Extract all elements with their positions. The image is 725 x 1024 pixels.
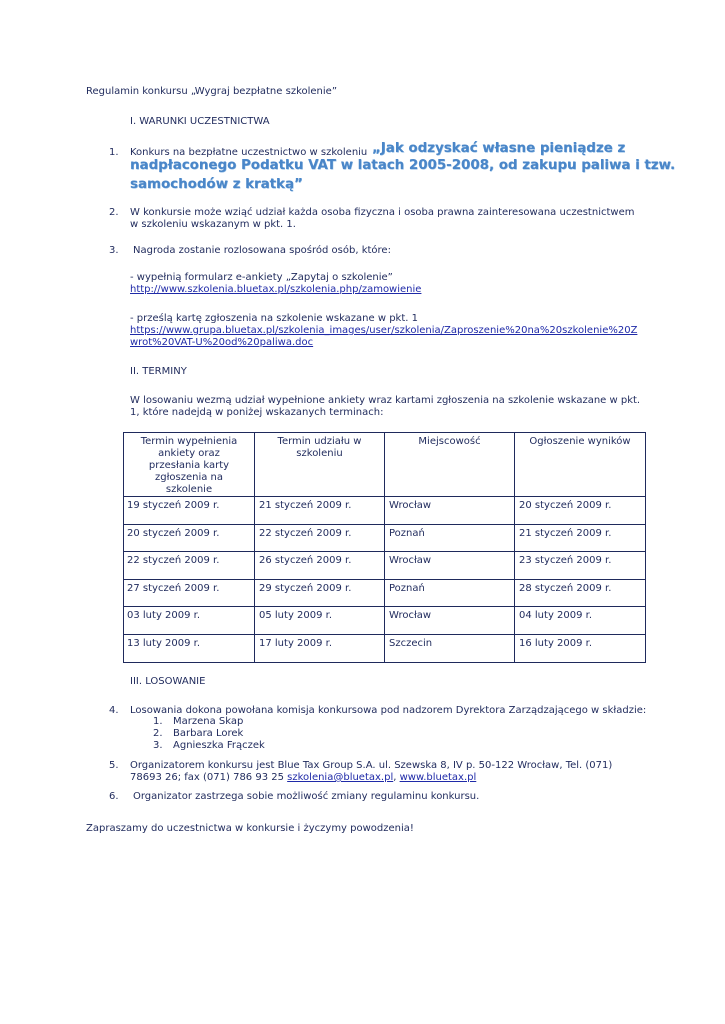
item1-title-line: „Jak odzyskać własne pieniądze z (372, 141, 626, 156)
organizer-text: Organizatorem konkursu jest Blue Tax Group S.A. ul. Szewska 8, IV p. 50-122 Wrocław, Tel. (071) (130, 760, 613, 771)
item-number: 5. (109, 760, 119, 771)
table-cell: Szczecin (385, 634, 515, 662)
table-cell: 16 luty 2009 r. (515, 634, 646, 662)
registration-card-link[interactable]: wrot%20VAT-U%20od%20paliwa.doc (130, 337, 314, 348)
table-cell: 28 styczeń 2009 r. (515, 579, 646, 607)
option-card-text: - prześlą kartę zgłoszenia na szkolenie wskazane w pkt. 1 (130, 313, 418, 324)
option-survey-text: - wypełnią formularz e-ankiety „Zapytaj o szkolenie” (130, 272, 393, 283)
table-cell: Wrocław (385, 607, 515, 635)
item1-intro: Konkurs na bezpłatne uczestnictwo w szkoleniu (130, 147, 368, 158)
table-row (124, 524, 646, 552)
document-title: Regulamin konkursu „Wygraj bezpłatne szkolenie” (86, 86, 337, 97)
table-cell: 17 luty 2009 r. (255, 634, 385, 662)
column-header: Termin wypełnienia ankiety oraz przesłania karty zgłoszenia na szkolenie (124, 433, 255, 497)
separator: , (393, 772, 400, 783)
table-cell: Wrocław (385, 497, 515, 525)
section-heading-terms: II. TERMINY (130, 366, 187, 377)
table-cell: 05 luty 2009 r. (255, 607, 385, 635)
item1-title-line: nadpłaconego Podatku VAT w latach 2005-2008, od zakupu paliwa i tzw. (130, 158, 676, 173)
item3-text: Nagroda zostanie rozlosowana spośród osób, które: (133, 245, 391, 256)
item4-text: Losowania dokona powołana komisja konkursowa pod nadzorem Dyrektora Zarządzającego w składzie: (130, 705, 647, 716)
item-number: 2. (109, 207, 119, 218)
table-cell: 27 styczeń 2009 r. (124, 579, 255, 607)
table-cell: 19 styczeń 2009 r. (124, 497, 255, 525)
item2-text-line: w szkoleniu wskazanym w pkt. 1. (130, 219, 296, 230)
website-link[interactable]: www.bluetax.pl (399, 772, 477, 783)
table-row (124, 607, 646, 635)
table-cell: 29 styczeń 2009 r. (255, 579, 385, 607)
table-cell: 20 styczeń 2009 r. (124, 524, 255, 552)
organizer-contact (130, 772, 476, 784)
table-cell: 22 styczeń 2009 r. (255, 524, 385, 552)
section-heading-conditions: I. WARUNKI UCZESTNICTWA (130, 116, 270, 127)
terms-intro-line: 1, które nadejdą w poniżej wskazanych terminach: (130, 407, 384, 418)
table-cell: 13 luty 2009 r. (124, 634, 255, 662)
table-cell: 21 styczeń 2009 r. (255, 497, 385, 525)
column-header: Termin udziału w szkoleniu (255, 433, 385, 497)
closing-text: Zapraszamy do uczestnictwa w konkursie i życzymy powodzenia! (86, 823, 414, 834)
table-cell: 22 styczeń 2009 r. (124, 552, 255, 580)
table-row (124, 497, 646, 525)
table-cell: 23 styczeń 2009 r. (515, 552, 646, 580)
table-cell: Poznań (385, 579, 515, 607)
terms-intro-line: W losowaniu wezmą udział wypełnione ankiety wraz kartami zgłoszenia na szkolenie wskazane w pkt. (130, 395, 641, 406)
table-cell: Wrocław (385, 552, 515, 580)
section-heading-draw: III. LOSOWANIE (130, 676, 206, 687)
table-row (124, 552, 646, 580)
member-number: 2. (153, 728, 163, 739)
item6-text: Organizator zastrzega sobie możliwość zmiany regulaminu konkursu. (133, 791, 480, 802)
column-header: Ogłoszenie wyników (515, 433, 646, 497)
table-header-row (124, 433, 646, 497)
member-number: 1. (153, 716, 163, 727)
table-cell: 03 luty 2009 r. (124, 607, 255, 635)
table-cell: 21 styczeń 2009 r. (515, 524, 646, 552)
table-row (124, 579, 646, 607)
item-number: 6. (109, 791, 119, 802)
table-cell: 04 luty 2009 r. (515, 607, 646, 635)
email-link[interactable]: szkolenia@bluetax.pl (287, 772, 394, 783)
table-cell: 20 styczeń 2009 r. (515, 497, 646, 525)
table-cell: 26 styczeń 2009 r. (255, 552, 385, 580)
item-number: 3. (109, 245, 119, 256)
member-number: 3. (153, 740, 163, 751)
organizer-phone-fax: 78693 26; fax (071) 786 93 25 (130, 772, 288, 783)
table-row (124, 634, 646, 662)
terms-table (123, 432, 646, 663)
item1-title-line: samochodów z kratką” (130, 177, 303, 192)
item-number: 1. (109, 147, 119, 158)
committee-member: Barbara Lorek (173, 728, 244, 739)
committee-member: Marzena Skap (173, 716, 244, 727)
column-header: Miejscowość (385, 433, 515, 497)
item2-text-line: W konkursie może wziąć udział każda osoba fizyczna i osoba prawna zainteresowana uczestnictwem (130, 207, 635, 218)
item-number: 4. (109, 705, 119, 716)
committee-member: Agnieszka Frączek (173, 740, 265, 751)
table-cell: Poznań (385, 524, 515, 552)
survey-form-link[interactable]: http://www.szkolenia.bluetax.pl/szkolenia.php/zamowienie (130, 284, 422, 295)
registration-card-link[interactable]: https://www.grupa.bluetax.pl/szkolenia_images/user/szkolenia/Zaproszenie%20na%20szkolenie%20Z (130, 325, 638, 336)
